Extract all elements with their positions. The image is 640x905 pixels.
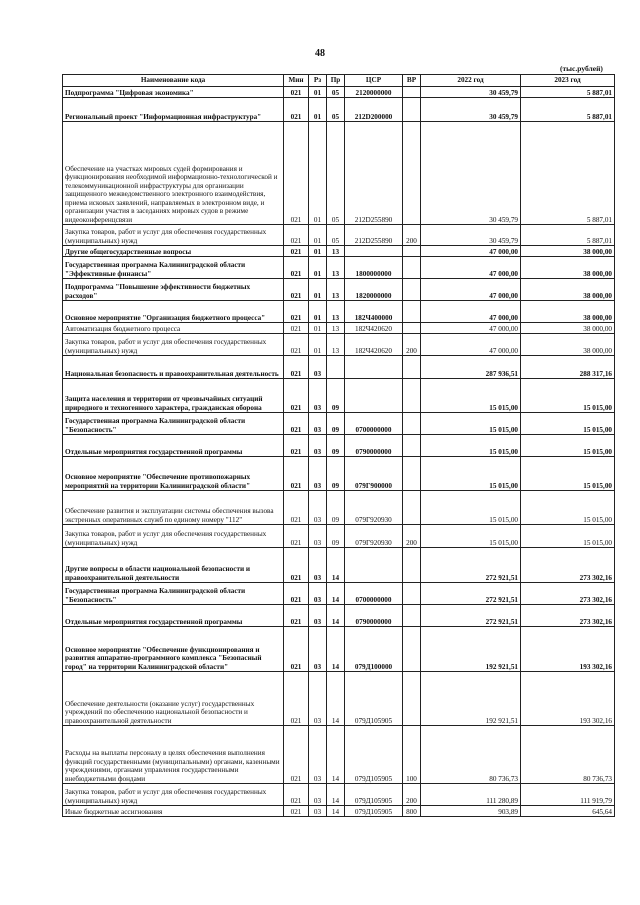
table-header-row bbox=[63, 75, 615, 87]
cell-vr: 200 bbox=[403, 334, 421, 356]
cell-min: 021 bbox=[284, 379, 309, 413]
cell-pr: 13 bbox=[327, 279, 345, 301]
cell-rz: 03 bbox=[309, 583, 327, 605]
table-row bbox=[63, 98, 615, 122]
table-row bbox=[63, 413, 615, 435]
cell-2022: 15 015,00 bbox=[421, 525, 521, 548]
table-body bbox=[63, 87, 615, 817]
cell-min: 021 bbox=[284, 627, 309, 672]
cell-csr: 079Д105905 bbox=[345, 784, 403, 806]
cell-2023: 38 000,00 bbox=[521, 257, 615, 279]
cell-min: 021 bbox=[284, 279, 309, 301]
cell-2022: 272 921,51 bbox=[421, 548, 521, 583]
cell-pr: 09 bbox=[327, 457, 345, 491]
cell-2023: 15 015,00 bbox=[521, 491, 615, 525]
cell-rz: 01 bbox=[309, 98, 327, 122]
cell-2022: 15 015,00 bbox=[421, 435, 521, 457]
cell-vr bbox=[403, 122, 421, 225]
cell-rz: 03 bbox=[309, 672, 327, 726]
cell-name: Основное мероприятие "Обеспечение противопожарных мероприятий на территории Калининградской области" bbox=[63, 457, 284, 491]
header-min: Мин bbox=[284, 75, 309, 87]
cell-rz: 03 bbox=[309, 457, 327, 491]
table-row bbox=[63, 356, 615, 379]
cell-2022: 15 015,00 bbox=[421, 457, 521, 491]
table-row bbox=[63, 334, 615, 356]
cell-rz: 03 bbox=[309, 356, 327, 379]
table-row bbox=[63, 257, 615, 279]
cell-name: Подпрограмма "Цифровая экономика" bbox=[63, 87, 284, 98]
cell-vr bbox=[403, 457, 421, 491]
cell-min: 021 bbox=[284, 87, 309, 98]
cell-pr: 13 bbox=[327, 257, 345, 279]
cell-csr bbox=[345, 379, 403, 413]
cell-pr: 14 bbox=[327, 605, 345, 627]
cell-2023: 288 317,16 bbox=[521, 356, 615, 379]
table-row bbox=[63, 726, 615, 784]
cell-rz: 01 bbox=[309, 122, 327, 225]
cell-2023: 111 919,79 bbox=[521, 784, 615, 806]
cell-2023: 193 302,16 bbox=[521, 627, 615, 672]
cell-rz: 01 bbox=[309, 225, 327, 246]
cell-rz: 01 bbox=[309, 87, 327, 98]
cell-vr bbox=[403, 548, 421, 583]
cell-rz: 03 bbox=[309, 525, 327, 548]
cell-2022: 47 000,00 bbox=[421, 246, 521, 257]
cell-min: 021 bbox=[284, 726, 309, 784]
cell-rz: 03 bbox=[309, 784, 327, 806]
cell-min: 021 bbox=[284, 122, 309, 225]
cell-2023: 5 887,01 bbox=[521, 225, 615, 246]
cell-2023: 193 302,16 bbox=[521, 672, 615, 726]
cell-min: 021 bbox=[284, 246, 309, 257]
cell-2022: 80 736,73 bbox=[421, 726, 521, 784]
header-pr: Пр bbox=[327, 75, 345, 87]
cell-2023: 38 000,00 bbox=[521, 279, 615, 301]
cell-min: 021 bbox=[284, 491, 309, 525]
cell-vr bbox=[403, 301, 421, 323]
cell-csr bbox=[345, 246, 403, 257]
cell-2023: 15 015,00 bbox=[521, 525, 615, 548]
cell-min: 021 bbox=[284, 605, 309, 627]
table-row bbox=[63, 784, 615, 806]
cell-name: Закупка товаров, работ и услуг для обеспечения государственных (муниципальных) нужд bbox=[63, 225, 284, 246]
cell-pr: 09 bbox=[327, 491, 345, 525]
cell-pr: 14 bbox=[327, 806, 345, 817]
units-label: (тыс.рублей) bbox=[560, 64, 603, 73]
cell-rz: 01 bbox=[309, 301, 327, 323]
cell-2023: 5 887,01 bbox=[521, 122, 615, 225]
cell-min: 021 bbox=[284, 356, 309, 379]
cell-vr: 200 bbox=[403, 225, 421, 246]
cell-2023: 15 015,00 bbox=[521, 413, 615, 435]
cell-pr: 13 bbox=[327, 246, 345, 257]
cell-csr: 182Ч400000 bbox=[345, 301, 403, 323]
cell-pr: 14 bbox=[327, 672, 345, 726]
cell-name: Закупка товаров, работ и услуг для обеспечения государственных (муниципальных) нужд bbox=[63, 334, 284, 356]
cell-pr: 13 bbox=[327, 334, 345, 356]
cell-min: 021 bbox=[284, 457, 309, 491]
cell-rz: 03 bbox=[309, 491, 327, 525]
cell-csr: 212D200000 bbox=[345, 98, 403, 122]
cell-min: 021 bbox=[284, 784, 309, 806]
table-row bbox=[63, 435, 615, 457]
cell-2023: 645,64 bbox=[521, 806, 615, 817]
cell-csr: 182Ч420620 bbox=[345, 323, 403, 334]
cell-2023: 15 015,00 bbox=[521, 435, 615, 457]
cell-min: 021 bbox=[284, 672, 309, 726]
cell-2022: 47 000,00 bbox=[421, 257, 521, 279]
cell-2022: 903,89 bbox=[421, 806, 521, 817]
cell-min: 021 bbox=[284, 257, 309, 279]
cell-2023: 38 000,00 bbox=[521, 334, 615, 356]
cell-rz: 01 bbox=[309, 334, 327, 356]
cell-pr: 09 bbox=[327, 435, 345, 457]
table-row bbox=[63, 491, 615, 525]
cell-pr: 05 bbox=[327, 87, 345, 98]
table-row bbox=[63, 583, 615, 605]
cell-2022: 287 936,51 bbox=[421, 356, 521, 379]
cell-vr bbox=[403, 583, 421, 605]
cell-csr: 1820000000 bbox=[345, 279, 403, 301]
cell-pr: 13 bbox=[327, 323, 345, 334]
cell-2023: 273 302,16 bbox=[521, 548, 615, 583]
cell-csr: 079Г900000 bbox=[345, 457, 403, 491]
cell-pr: 14 bbox=[327, 627, 345, 672]
cell-name: Закупка товаров, работ и услуг для обеспечения государственных (муниципальных) нужд bbox=[63, 784, 284, 806]
cell-2022: 272 921,51 bbox=[421, 583, 521, 605]
cell-2023: 38 000,00 bbox=[521, 323, 615, 334]
cell-name: Другие общегосударственные вопросы bbox=[63, 246, 284, 257]
cell-pr: 09 bbox=[327, 525, 345, 548]
cell-pr: 14 bbox=[327, 784, 345, 806]
cell-name: Отдельные мероприятия государственной программы bbox=[63, 435, 284, 457]
cell-2022: 47 000,00 bbox=[421, 323, 521, 334]
page-number: 48 bbox=[315, 48, 325, 59]
table-row bbox=[63, 806, 615, 817]
cell-rz: 03 bbox=[309, 379, 327, 413]
table-row bbox=[63, 379, 615, 413]
cell-vr bbox=[403, 246, 421, 257]
cell-vr bbox=[403, 279, 421, 301]
cell-name: Государственная программа Калининградской области "Безопасность" bbox=[63, 583, 284, 605]
cell-min: 021 bbox=[284, 334, 309, 356]
cell-vr: 200 bbox=[403, 784, 421, 806]
cell-rz: 01 bbox=[309, 246, 327, 257]
cell-2022: 47 000,00 bbox=[421, 334, 521, 356]
table-row bbox=[63, 672, 615, 726]
cell-name: Закупка товаров, работ и услуг для обеспечения государственных (муниципальных) нужд bbox=[63, 525, 284, 548]
cell-min: 021 bbox=[284, 435, 309, 457]
table-row bbox=[63, 627, 615, 672]
cell-vr bbox=[403, 413, 421, 435]
cell-name: Защита населения и территории от чрезвычайных ситуаций природного и техногенного характера, гражданская оборона bbox=[63, 379, 284, 413]
cell-pr: 05 bbox=[327, 122, 345, 225]
cell-2022: 192 921,51 bbox=[421, 672, 521, 726]
cell-rz: 03 bbox=[309, 548, 327, 583]
cell-vr: 100 bbox=[403, 726, 421, 784]
cell-min: 021 bbox=[284, 413, 309, 435]
cell-rz: 01 bbox=[309, 279, 327, 301]
table-row bbox=[63, 301, 615, 323]
cell-csr bbox=[345, 548, 403, 583]
cell-name: Расходы на выплаты персоналу в целях обеспечения выполнения функций государственными (муниципальными) органами, казенными учреждениями, органами управления государственными внебюджетными фондами bbox=[63, 726, 284, 784]
cell-2023: 273 302,16 bbox=[521, 583, 615, 605]
cell-pr: 13 bbox=[327, 301, 345, 323]
cell-2023: 5 887,01 bbox=[521, 98, 615, 122]
cell-csr: 0700000000 bbox=[345, 583, 403, 605]
cell-rz: 01 bbox=[309, 323, 327, 334]
table-row bbox=[63, 605, 615, 627]
cell-name: Государственная программа Калининградской области "Эффективные финансы" bbox=[63, 257, 284, 279]
budget-table bbox=[62, 74, 615, 817]
cell-pr: 09 bbox=[327, 379, 345, 413]
cell-2022: 15 015,00 bbox=[421, 379, 521, 413]
cell-rz: 03 bbox=[309, 605, 327, 627]
cell-2022: 15 015,00 bbox=[421, 491, 521, 525]
cell-pr: 05 bbox=[327, 98, 345, 122]
table-row bbox=[63, 548, 615, 583]
cell-name: Другие вопросы в области национальной безопасности и правоохранительной деятельности bbox=[63, 548, 284, 583]
cell-2023: 5 887,01 bbox=[521, 87, 615, 98]
cell-min: 021 bbox=[284, 525, 309, 548]
cell-min: 021 bbox=[284, 301, 309, 323]
cell-rz: 03 bbox=[309, 726, 327, 784]
header-name: Наименование кода bbox=[63, 75, 284, 87]
cell-csr: 1800000000 bbox=[345, 257, 403, 279]
header-vr: ВР bbox=[403, 75, 421, 87]
cell-2022: 272 921,51 bbox=[421, 605, 521, 627]
cell-rz: 01 bbox=[309, 257, 327, 279]
cell-csr: 0790000000 bbox=[345, 605, 403, 627]
cell-name: Государственная программа Калининградской области "Безопасность" bbox=[63, 413, 284, 435]
cell-name: Обеспечение развития и эксплуатации системы обеспечения вызова экстренных оперативных служб по единому номеру "112" bbox=[63, 491, 284, 525]
cell-2022: 47 000,00 bbox=[421, 279, 521, 301]
cell-min: 021 bbox=[284, 583, 309, 605]
cell-name: Основное мероприятие "Организация бюджетного процесса" bbox=[63, 301, 284, 323]
table-row bbox=[63, 225, 615, 246]
cell-2023: 15 015,00 bbox=[521, 457, 615, 491]
cell-2023: 38 000,00 bbox=[521, 301, 615, 323]
table-row bbox=[63, 87, 615, 98]
cell-csr: 2120000000 bbox=[345, 87, 403, 98]
cell-vr bbox=[403, 672, 421, 726]
cell-pr: 05 bbox=[327, 225, 345, 246]
cell-csr: 212D255890 bbox=[345, 122, 403, 225]
cell-csr: 079Г920930 bbox=[345, 491, 403, 525]
cell-rz: 03 bbox=[309, 627, 327, 672]
cell-2022: 192 921,51 bbox=[421, 627, 521, 672]
cell-2022: 111 280,89 bbox=[421, 784, 521, 806]
cell-name: Региональный проект "Информационная инфраструктура" bbox=[63, 98, 284, 122]
cell-vr: 800 bbox=[403, 806, 421, 817]
cell-min: 021 bbox=[284, 225, 309, 246]
header-rz: Рз bbox=[309, 75, 327, 87]
cell-vr: 200 bbox=[403, 525, 421, 548]
cell-csr: 079Д105905 bbox=[345, 672, 403, 726]
cell-csr: 079Д100000 bbox=[345, 627, 403, 672]
cell-csr: 182Ч420620 bbox=[345, 334, 403, 356]
cell-vr bbox=[403, 491, 421, 525]
cell-name: Иные бюджетные ассигнования bbox=[63, 806, 284, 817]
cell-vr bbox=[403, 87, 421, 98]
table-row bbox=[63, 323, 615, 334]
cell-rz: 03 bbox=[309, 413, 327, 435]
cell-2022: 30 459,79 bbox=[421, 87, 521, 98]
cell-2022: 47 000,00 bbox=[421, 301, 521, 323]
cell-name: Национальная безопасность и правоохранительная деятельность bbox=[63, 356, 284, 379]
cell-csr: 0700000000 bbox=[345, 413, 403, 435]
header-csr: ЦСР bbox=[345, 75, 403, 87]
cell-vr bbox=[403, 379, 421, 413]
cell-min: 021 bbox=[284, 806, 309, 817]
cell-name: Обеспечение на участках мировых судей формирования и функционирования необходимой информационно-технологической и телекоммуникационной инфраструктуры для организации защищенного межведомственного электронного взаимодействия, приема исковых заявлений, направляемых в электронном виде, и организации участия в заседаниях мировых судов в режиме видеоконференцсвязи bbox=[63, 122, 284, 225]
cell-csr bbox=[345, 356, 403, 379]
cell-min: 021 bbox=[284, 548, 309, 583]
cell-2023: 38 000,00 bbox=[521, 246, 615, 257]
header-2022: 2022 год bbox=[421, 75, 521, 87]
table-row bbox=[63, 122, 615, 225]
table-row bbox=[63, 525, 615, 548]
cell-vr bbox=[403, 98, 421, 122]
cell-2022: 15 015,00 bbox=[421, 413, 521, 435]
cell-name: Отдельные мероприятия государственной программы bbox=[63, 605, 284, 627]
cell-pr: 14 bbox=[327, 583, 345, 605]
cell-pr: 14 bbox=[327, 548, 345, 583]
cell-rz: 03 bbox=[309, 806, 327, 817]
cell-vr bbox=[403, 605, 421, 627]
cell-pr: 09 bbox=[327, 413, 345, 435]
cell-2022: 30 459,79 bbox=[421, 98, 521, 122]
cell-vr bbox=[403, 627, 421, 672]
cell-csr: 0790000000 bbox=[345, 435, 403, 457]
cell-vr bbox=[403, 257, 421, 279]
cell-rz: 03 bbox=[309, 435, 327, 457]
cell-vr bbox=[403, 435, 421, 457]
table-row bbox=[63, 246, 615, 257]
cell-csr: 079Д105905 bbox=[345, 806, 403, 817]
cell-name: Основное мероприятие "Обеспечение функционирования и развития аппаратно-программного комплекса "Безопасный город" на территории Калининградской области" bbox=[63, 627, 284, 672]
cell-2022: 30 459,79 bbox=[421, 225, 521, 246]
cell-2023: 80 736,73 bbox=[521, 726, 615, 784]
cell-name: Обеспечение деятельности (оказание услуг) государственных учреждений по обеспечению национальной безопасности и правоохранительной деятельности bbox=[63, 672, 284, 726]
cell-csr: 212D255890 bbox=[345, 225, 403, 246]
cell-csr: 079Г920930 bbox=[345, 525, 403, 548]
cell-2023: 15 015,00 bbox=[521, 379, 615, 413]
table-row bbox=[63, 457, 615, 491]
cell-vr bbox=[403, 356, 421, 379]
cell-2022: 30 459,79 bbox=[421, 122, 521, 225]
header-2023: 2023 год bbox=[521, 75, 615, 87]
cell-pr bbox=[327, 356, 345, 379]
cell-min: 021 bbox=[284, 323, 309, 334]
cell-name: Автоматизация бюджетного процесса bbox=[63, 323, 284, 334]
cell-name: Подпрограмма "Повышение эффективности бюджетных расходов" bbox=[63, 279, 284, 301]
cell-pr: 14 bbox=[327, 726, 345, 784]
cell-vr bbox=[403, 323, 421, 334]
cell-csr: 079Д105905 bbox=[345, 726, 403, 784]
table-row bbox=[63, 279, 615, 301]
cell-2023: 273 302,16 bbox=[521, 605, 615, 627]
cell-min: 021 bbox=[284, 98, 309, 122]
